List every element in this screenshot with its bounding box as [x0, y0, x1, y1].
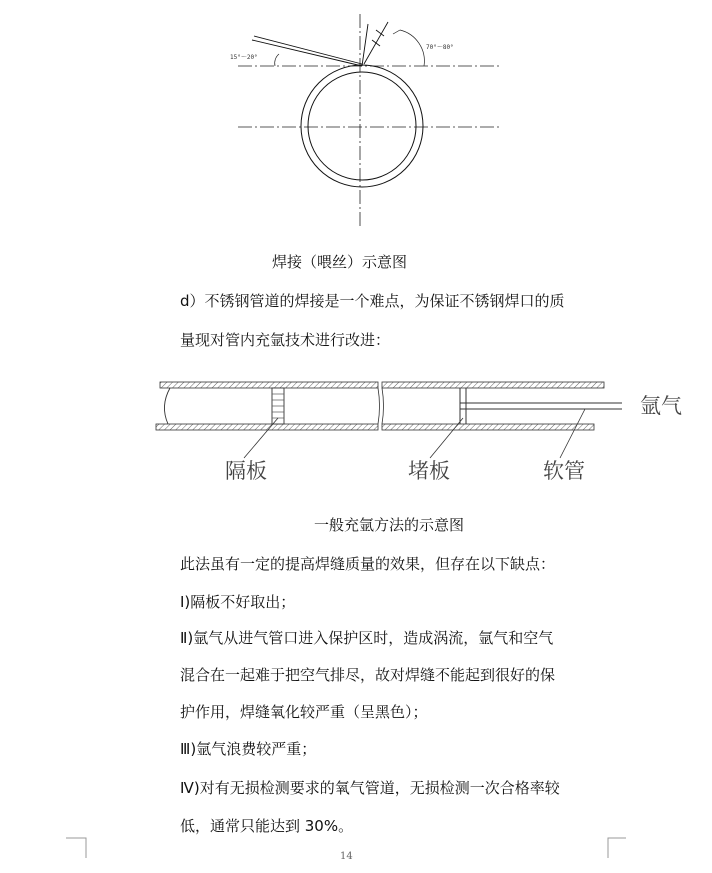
body-item2-line1: Ⅱ)氩气从进气管口进入保护区时，造成涡流，氩气和空气	[180, 629, 554, 647]
angle-label-right: 70°～80°	[426, 44, 454, 51]
body-item4-line1: Ⅳ)对有无损检测要求的氧气管道，无损检测一次合格率较	[180, 779, 560, 797]
body-item2-line3: 护作用，焊缝氧化较严重（呈黑色）；	[180, 703, 428, 721]
body-item2-line2: 混合在一起难于把空气排尽，故对焊缝不能起到很好的保	[180, 666, 556, 684]
label-partition: 隔板	[225, 459, 267, 483]
paragraph-d-line2: 量现对管内充氩技术进行改进：	[180, 331, 391, 349]
page-number: 14	[340, 851, 353, 862]
body-item3: Ⅲ)氩气浪费较严重；	[180, 740, 317, 758]
body-intro: 此法虽有一定的提高焊缝质量的效果，但存在以下缺点：	[180, 555, 556, 573]
figure2-caption: 一般充氩方法的示意图	[314, 516, 465, 534]
label-argon: 氩气	[640, 394, 682, 418]
corner-mark-right	[608, 838, 626, 858]
label-plug: 堵板	[408, 459, 450, 483]
body-item4-line2: 低，通常只能达到 30%。	[180, 817, 354, 835]
paragraph-d-line1: d）不锈钢管道的焊接是一个难点，为保证不锈钢焊口的质	[180, 292, 565, 310]
body-item1: Ⅰ)隔板不好取出；	[180, 593, 296, 611]
corner-mark-left	[66, 838, 86, 858]
figure1-caption: 焊接（喂丝）示意图	[272, 253, 408, 271]
angle-label-left: 15°～20°	[230, 54, 258, 61]
label-hose: 软管	[543, 459, 585, 483]
